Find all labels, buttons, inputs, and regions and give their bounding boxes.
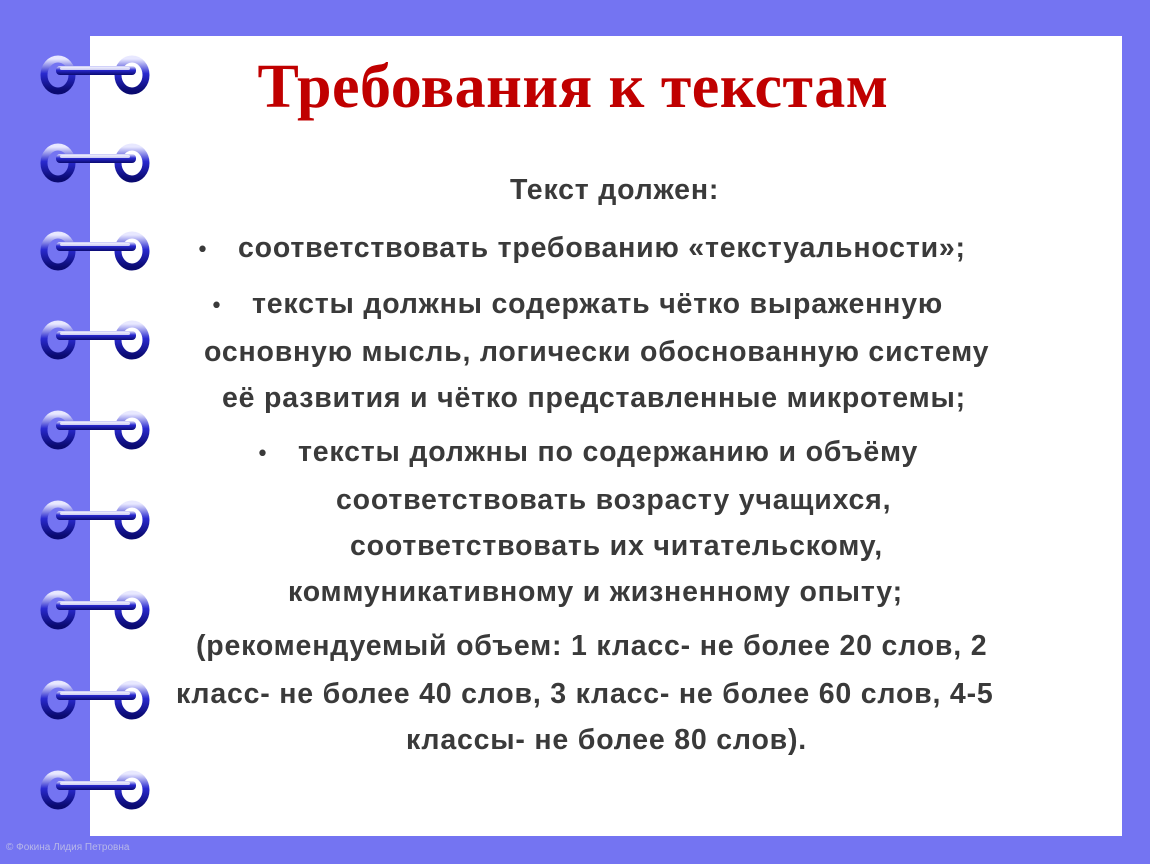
bullet-2-line-1: тексты должны содержать чётко выраженную bbox=[252, 288, 943, 320]
notebook-ring-icon bbox=[40, 590, 152, 630]
bullet-3-line-3: соответствовать их читательскому, bbox=[350, 530, 883, 562]
bullet-2-line-2: основную мысль, логически обоснованную систему bbox=[204, 336, 990, 368]
notebook-ring-icon bbox=[40, 231, 152, 271]
bullet-2-marker: • bbox=[210, 294, 223, 319]
note-line-3: классы- не более 80 слов). bbox=[406, 724, 807, 756]
notebook-ring-icon bbox=[40, 410, 152, 450]
bullet-3-line-2: соответствовать возрасту учащихся, bbox=[336, 484, 892, 516]
notebook-ring-icon bbox=[40, 320, 152, 360]
bullet-2-line-3: её развития и чётко представленные микротемы; bbox=[222, 382, 966, 414]
intro-text: Текст должен: bbox=[510, 174, 720, 206]
notebook-ring-icon bbox=[40, 680, 152, 720]
slide-title: Требования к текстам bbox=[257, 53, 889, 121]
notebook-ring-icon bbox=[40, 143, 152, 183]
notebook-ring-icon bbox=[40, 500, 152, 540]
bullet-3-marker: • bbox=[256, 442, 269, 467]
note-line-2: класс- не более 40 слов, 3 класс- не более 60 слов, 4-5 bbox=[176, 678, 994, 710]
bullet-3-line-1: тексты должны по содержанию и объёму bbox=[298, 436, 919, 468]
bullet-1-line-1: соответствовать требованию «текстуальности»; bbox=[238, 232, 966, 264]
notebook-ring-icon bbox=[40, 770, 152, 810]
note-line-1: (рекомендуемый объем: 1 класс- не более 20 слов, 2 bbox=[196, 630, 988, 662]
bullet-3-line-4: коммуникативному и жизненному опыту; bbox=[288, 576, 903, 608]
copyright-text: © Фокина Лидия Петровна bbox=[6, 842, 130, 853]
bullet-1-marker: • bbox=[196, 238, 209, 263]
